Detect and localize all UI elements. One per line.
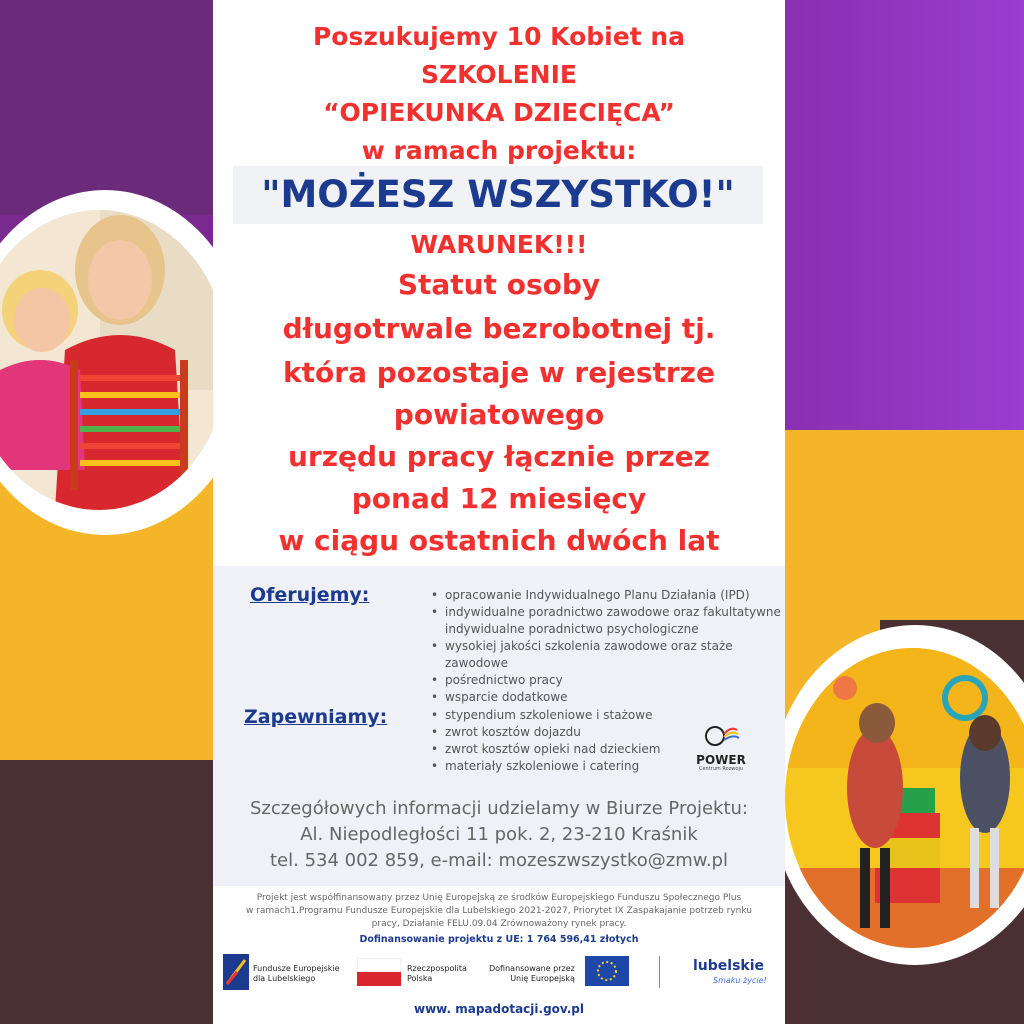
condition-line-4: powiatowego	[393, 398, 605, 431]
condition-line-7: w ciągu ostatnich dwóch lat	[278, 524, 720, 557]
offer-item: • wsparcie dodatkowe	[445, 689, 785, 706]
offer-item-continued: indywidualne poradnictwo psychologiczne	[445, 622, 699, 636]
condition-line-1: Statut osoby	[397, 268, 601, 301]
headline-line-3: “OPIEKUNKA DZIECIĘCA”	[323, 98, 675, 127]
funding-note-1: Projekt jest współfinansowany przez Unię Europejską ze środków Europejskiego Funduszu Społecznego Plus	[256, 893, 742, 903]
power-logo-sub: Centrum Rozwoju	[698, 766, 744, 772]
provide-item: • zwrot kosztów opieki nad dzieckiem	[445, 741, 705, 758]
condition-line-5: urzędu pracy łącznie przez	[288, 440, 710, 473]
warning-heading: WARUNEK!!!	[410, 230, 588, 259]
lubelskie-logo: lubelskie	[693, 958, 765, 974]
offer-item: • indywidualne poradnictwo zawodowe oraz fakultatywne	[445, 604, 785, 621]
contact-phone-email: tel. 534 002 859, e-mail: mozeszwszystko@zmw.pl	[270, 850, 728, 871]
eu-flag-icon	[585, 956, 629, 986]
rp-logo-text: Rzeczpospolita Polska	[407, 964, 467, 983]
contact-address: Al. Niepodległości 11 pok. 2, 23-210 Kraśnik	[300, 824, 698, 845]
footer	[213, 886, 785, 1024]
provide-title: Zapewniamy:	[244, 706, 388, 728]
headline-line-4: w ramach projektu:	[361, 136, 637, 165]
logo-divider	[659, 956, 660, 988]
condition-line-6: ponad 12 miesięcy	[351, 482, 647, 515]
provide-item: • zwrot kosztów dojazdu	[445, 724, 705, 741]
provide-list	[431, 707, 705, 775]
funding-logos	[213, 952, 785, 996]
offer-item: • opracowanie Indywidualnego Planu Działania (IPD)	[445, 587, 785, 604]
offer-item: • pośrednictwo pracy	[445, 672, 785, 689]
eu-logo-text: Dofinansowane przez Unię Europejską	[489, 964, 575, 983]
fe-logo-icon	[223, 954, 249, 990]
photo-children-playroom	[785, 648, 1024, 948]
project-name: "MOŻESZ WSZYSTKO!"	[233, 166, 763, 224]
contact-line-1: Szczegółowych informacji udzielamy w Biurze Projektu:	[249, 798, 748, 819]
condition-line-3: która pozostaje w rejestrze	[283, 356, 715, 389]
cofinancing-amount: Dofinansowanie projektu z UE: 1 764 596,41 złotych	[359, 934, 639, 945]
offer-list	[431, 587, 785, 706]
provide-item: • materiały szkoleniowe i catering	[445, 758, 705, 775]
offer-title: Oferujemy:	[250, 584, 370, 606]
headline-line-2: SZKOLENIE	[421, 60, 577, 89]
power-logo-name: POWER	[696, 753, 746, 767]
offer-item: • wysokiej jakości szkolenia zawodowe oraz staże zawodowe	[445, 638, 785, 672]
poland-flag-icon	[357, 958, 401, 986]
lubelskie-slogan: Smaku życie!	[713, 976, 767, 985]
funding-note-2: w ramach1.Programu Fundusze Europejskie dla Lubelskiego 2021-2027, Priorytet IX Zaspakajanie potrzeb rynku	[245, 906, 753, 916]
condition-line-2: długotrwale bezrobotnej tj.	[282, 312, 716, 345]
provide-item: • stypendium szkoleniowe i stażowe	[445, 707, 705, 724]
power-logo-mark-icon	[691, 724, 751, 750]
website-link[interactable]: www. mapadotacji.gov.pl	[413, 1002, 585, 1016]
power-logo	[691, 724, 751, 774]
funding-note-3: pracy, Działanie FELU.09.04 Zrównoważony rynek pracy.	[371, 919, 627, 929]
headline-line-1: Poszukujemy 10 Kobiet na	[312, 22, 686, 51]
info-section	[213, 566, 785, 886]
fe-logo-text: Fundusze Europejskie dla Lubelskiego	[253, 964, 340, 983]
background-purple-right	[780, 0, 1024, 430]
background-dark-purple	[0, 0, 215, 215]
